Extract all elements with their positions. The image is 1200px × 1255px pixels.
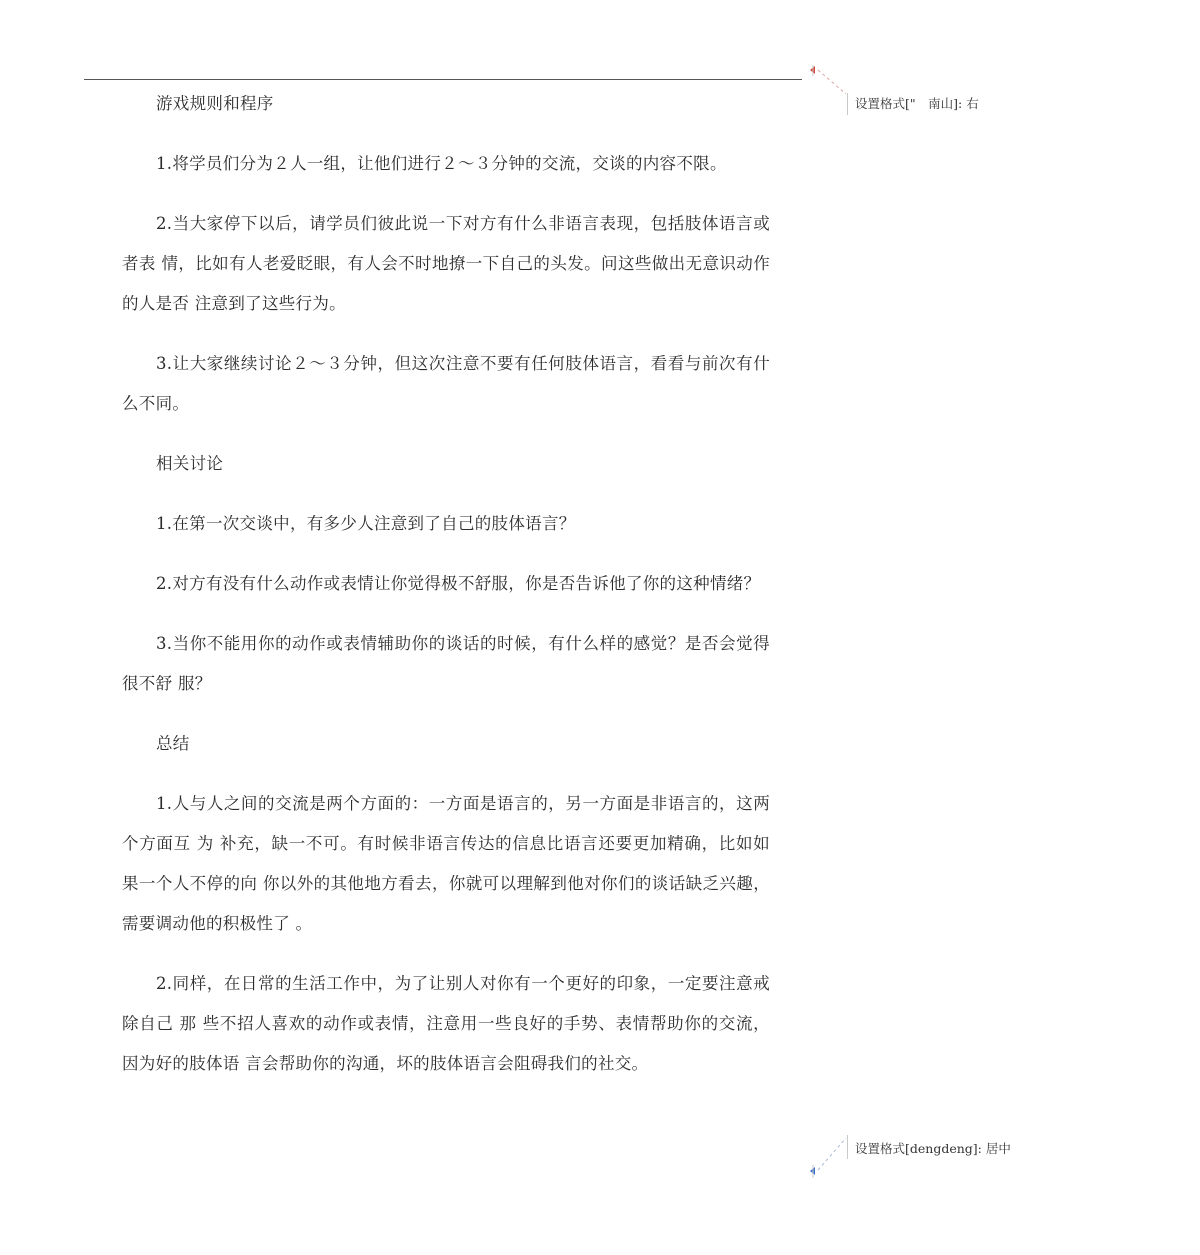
document-body bbox=[122, 84, 770, 1104]
section-heading-rules: 游戏规则和程序 bbox=[156, 94, 274, 113]
discussion-item-3: 3.当你不能用你的动作或表情辅助你的谈话的时候，有什么样的感觉？是否会觉得很不舒 服？ bbox=[122, 634, 770, 693]
format-comment-center[interactable]: 设置格式[dengdeng]: 居中 bbox=[855, 1141, 1011, 1156]
rules-item-3: 3.让大家继续讨论２～３分钟，但这次注意不要有任何肢体语言，看看与前次有什么不同。 bbox=[122, 354, 770, 413]
section-heading-summary: 总结 bbox=[156, 734, 190, 753]
summary-item-1: 1.人与人之间的交流是两个方面的：一方面是语言的，另一方面是非语言的，这两个方面互 为 补充，缺一不可。有时候非语言传达的信息比语言还要更加精确，比如如果一个人不停的向 你以外的其他地方看去，你就可以理解到他对你们的谈话缺乏兴趣，需要调动他的积极性了 。 bbox=[122, 794, 770, 933]
format-comment-right[interactable]: 设置格式[" 南山]: 右 bbox=[855, 96, 979, 111]
comment-anchor-marker-bottom bbox=[810, 1167, 815, 1175]
comment-anchor-marker-top bbox=[810, 66, 815, 74]
comment-bar-bottom bbox=[847, 1135, 848, 1159]
discussion-item-1: 1.在第一次交谈中，有多少人注意到了自己的肢体语言？ bbox=[156, 514, 576, 533]
comment-bar-top bbox=[847, 93, 848, 115]
section-heading-discussion: 相关讨论 bbox=[156, 454, 224, 473]
summary-item-2: 2.同样，在日常的生活工作中，为了让别人对你有一个更好的印象，一定要注意戒除自己 那 些不招人喜欢的动作或表情，注意用一些良好的手势、表情帮助你的交流，因为好的肢体语 言会帮助你的沟通，坏的肢体语言会阻碍我们的社交。 bbox=[122, 974, 770, 1073]
discussion-item-2: 2.对方有没有什么动作或表情让你觉得极不舒服，你是否告诉他了你的这种情绪？ bbox=[156, 574, 761, 593]
rules-item-1: 1.将学员们分为２人一组，让他们进行２～３分钟的交流，交谈的内容不限。 bbox=[156, 154, 727, 173]
header-rule bbox=[84, 79, 802, 80]
rules-item-2: 2.当大家停下以后，请学员们彼此说一下对方有什么非语言表现，包括肢体语言或者表 情，比如有人老爱眨眼，有人会不时地撩一下自己的头发。问这些做出无意识动作的人是否 注意到了这些行为。 bbox=[122, 214, 770, 313]
